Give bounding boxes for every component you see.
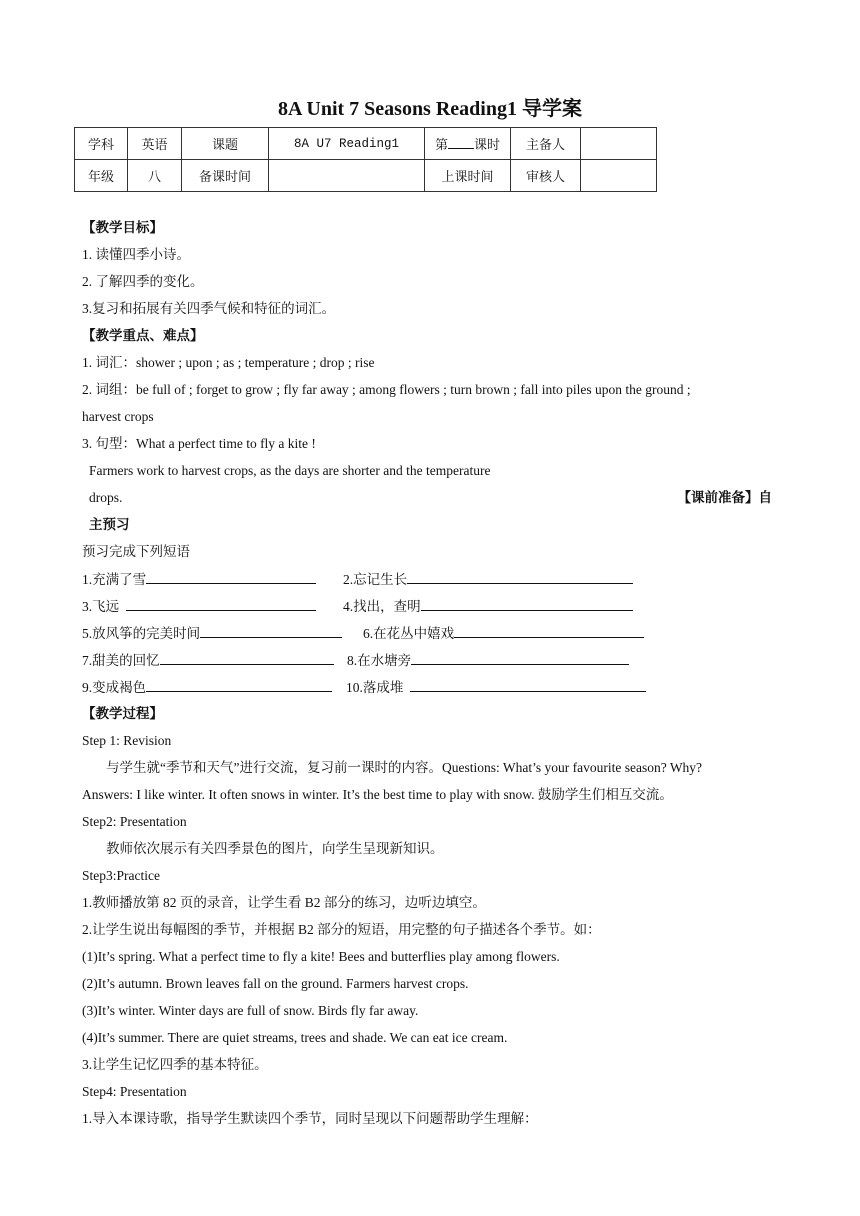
table-cell: 主备人 (511, 128, 581, 160)
step-item: 3.让学生记忆四季的基本特征。 (82, 1057, 268, 1072)
step-title: Step3:Practice (82, 868, 160, 883)
answer-blank (200, 624, 342, 638)
page-title: 8A Unit 7 Seasons Reading1 导学案 (278, 98, 582, 120)
key-sentence: 3. 句型：What a perfect time to fly a kite ! (82, 436, 316, 451)
table-row (75, 160, 657, 192)
preview-label: 6.在花丛中嬉戏 (363, 626, 455, 641)
answer-blank (160, 651, 334, 665)
preview-label: 8.在水塘旁 (347, 653, 412, 668)
preview-label: 5.放风筝的完美时间 (82, 626, 201, 641)
preview-label: 1.充满了雪 (82, 572, 147, 587)
preview-item (82, 651, 334, 670)
preview-item (343, 570, 633, 589)
key-sentence: drops. (89, 490, 123, 505)
table-cell (581, 160, 657, 192)
section-heading: 主预习 (89, 517, 130, 532)
step-text: 教师依次展示有关四季景色的图片，向学生呈现新知识。 (106, 841, 444, 856)
answer-blank (410, 678, 646, 692)
step-item: 1.教师播放第 82 页的录音，让学生看 B2 部分的练习，边听边填空。 (82, 895, 486, 910)
fill-blank (448, 136, 474, 149)
preview-item (82, 624, 342, 643)
step-item: (3)It’s winter. Winter days are full of snow. Birds fly far away. (82, 1003, 419, 1018)
step-text: 与学生就“季节和天气”进行交流，复习前一课时的内容。Questions: What’s your favourite season? Why? (106, 760, 703, 775)
table-cell: 年级 (75, 160, 128, 192)
key-sentence: Farmers work to harvest crops, as the days are shorter and the temperature (89, 463, 491, 478)
preview-item (363, 624, 644, 643)
step-item: (2)It’s autumn. Brown leaves fall on the ground. Farmers harvest crops. (82, 976, 469, 991)
key-phrases: 2. 词组：be full of ; forget to grow ; fly far away ; among flowers ; turn brown ; fall into piles upon the ground ; (82, 382, 691, 397)
cell-text: 第 (434, 137, 448, 152)
goal-item: 1. 读懂四季小诗。 (82, 247, 190, 262)
table-cell: 备课时间 (182, 160, 269, 192)
cell-text: 课时 (474, 137, 501, 152)
preview-item (82, 570, 316, 589)
preview-label: 3.飞远 (82, 599, 120, 614)
step-item: 2.让学生说出每幅图的季节，并根据 B2 部分的短语，用完整的句子描述各个季节。如： (82, 922, 601, 937)
goal-item: 3.复习和拓展有关四季气候和特征的词汇。 (82, 301, 336, 316)
preview-item (346, 678, 646, 697)
section-heading: 【教学目标】 (82, 220, 163, 235)
preview-label: 2.忘记生长 (343, 572, 408, 587)
section-heading: 【课前准备】自 (677, 490, 772, 505)
preview-label: 4.找出，查明 (343, 599, 421, 614)
preview-label: 9.变成褐色 (82, 680, 147, 695)
step-title: Step 1: Revision (82, 733, 172, 748)
answer-blank (411, 651, 629, 665)
key-vocab: 1. 词汇：shower ; upon ; as ; temperature ; drop ; rise (82, 355, 375, 370)
table-cell: 八 (128, 160, 182, 192)
preview-item (82, 678, 332, 697)
step-item: (1)It’s spring. What a perfect time to fly a kite! Bees and butterflies play among flowers. (82, 949, 560, 964)
step-item: (4)It’s summer. There are quiet streams, trees and shade. We can eat ice cream. (82, 1030, 508, 1045)
lesson-info-table (74, 127, 657, 192)
step-text: 1.导入本课诗歌，指导学生默读四个季节，同时呈现以下问题帮助学生理解： (82, 1111, 538, 1126)
goal-item: 2. 了解四季的变化。 (82, 274, 204, 289)
preview-label: 7.甜美的回忆 (82, 653, 160, 668)
table-cell (425, 128, 511, 160)
answer-blank (146, 678, 332, 692)
step-title: Step4: Presentation (82, 1084, 187, 1099)
preview-intro: 预习完成下列短语 (82, 544, 190, 559)
key-phrases: harvest crops (82, 409, 154, 424)
table-cell (581, 128, 657, 160)
answer-blank (421, 597, 633, 611)
preview-label: 10.落成堆 (346, 680, 404, 695)
table-row (75, 128, 657, 160)
step-title: Step2: Presentation (82, 814, 187, 829)
answer-blank (454, 624, 644, 638)
table-cell: 课题 (182, 128, 269, 160)
answer-blank (126, 597, 316, 611)
preview-item (82, 597, 316, 616)
preview-item (347, 651, 629, 670)
table-cell: 学科 (75, 128, 128, 160)
table-cell: 英语 (128, 128, 182, 160)
table-cell (269, 160, 425, 192)
section-heading: 【教学过程】 (82, 706, 163, 721)
answer-blank (407, 570, 633, 584)
table-cell: 审核人 (511, 160, 581, 192)
preview-item (343, 597, 633, 616)
table-cell: 上课时间 (425, 160, 511, 192)
section-heading: 【教学重点、难点】 (82, 328, 204, 343)
answer-blank (146, 570, 316, 584)
step-text: Answers: I like winter. It often snows in winter. It’s the best time to play with snow. 鼓励学生们相互交流。 (82, 787, 673, 802)
table-cell: 8A U7 Reading1 (269, 128, 425, 160)
